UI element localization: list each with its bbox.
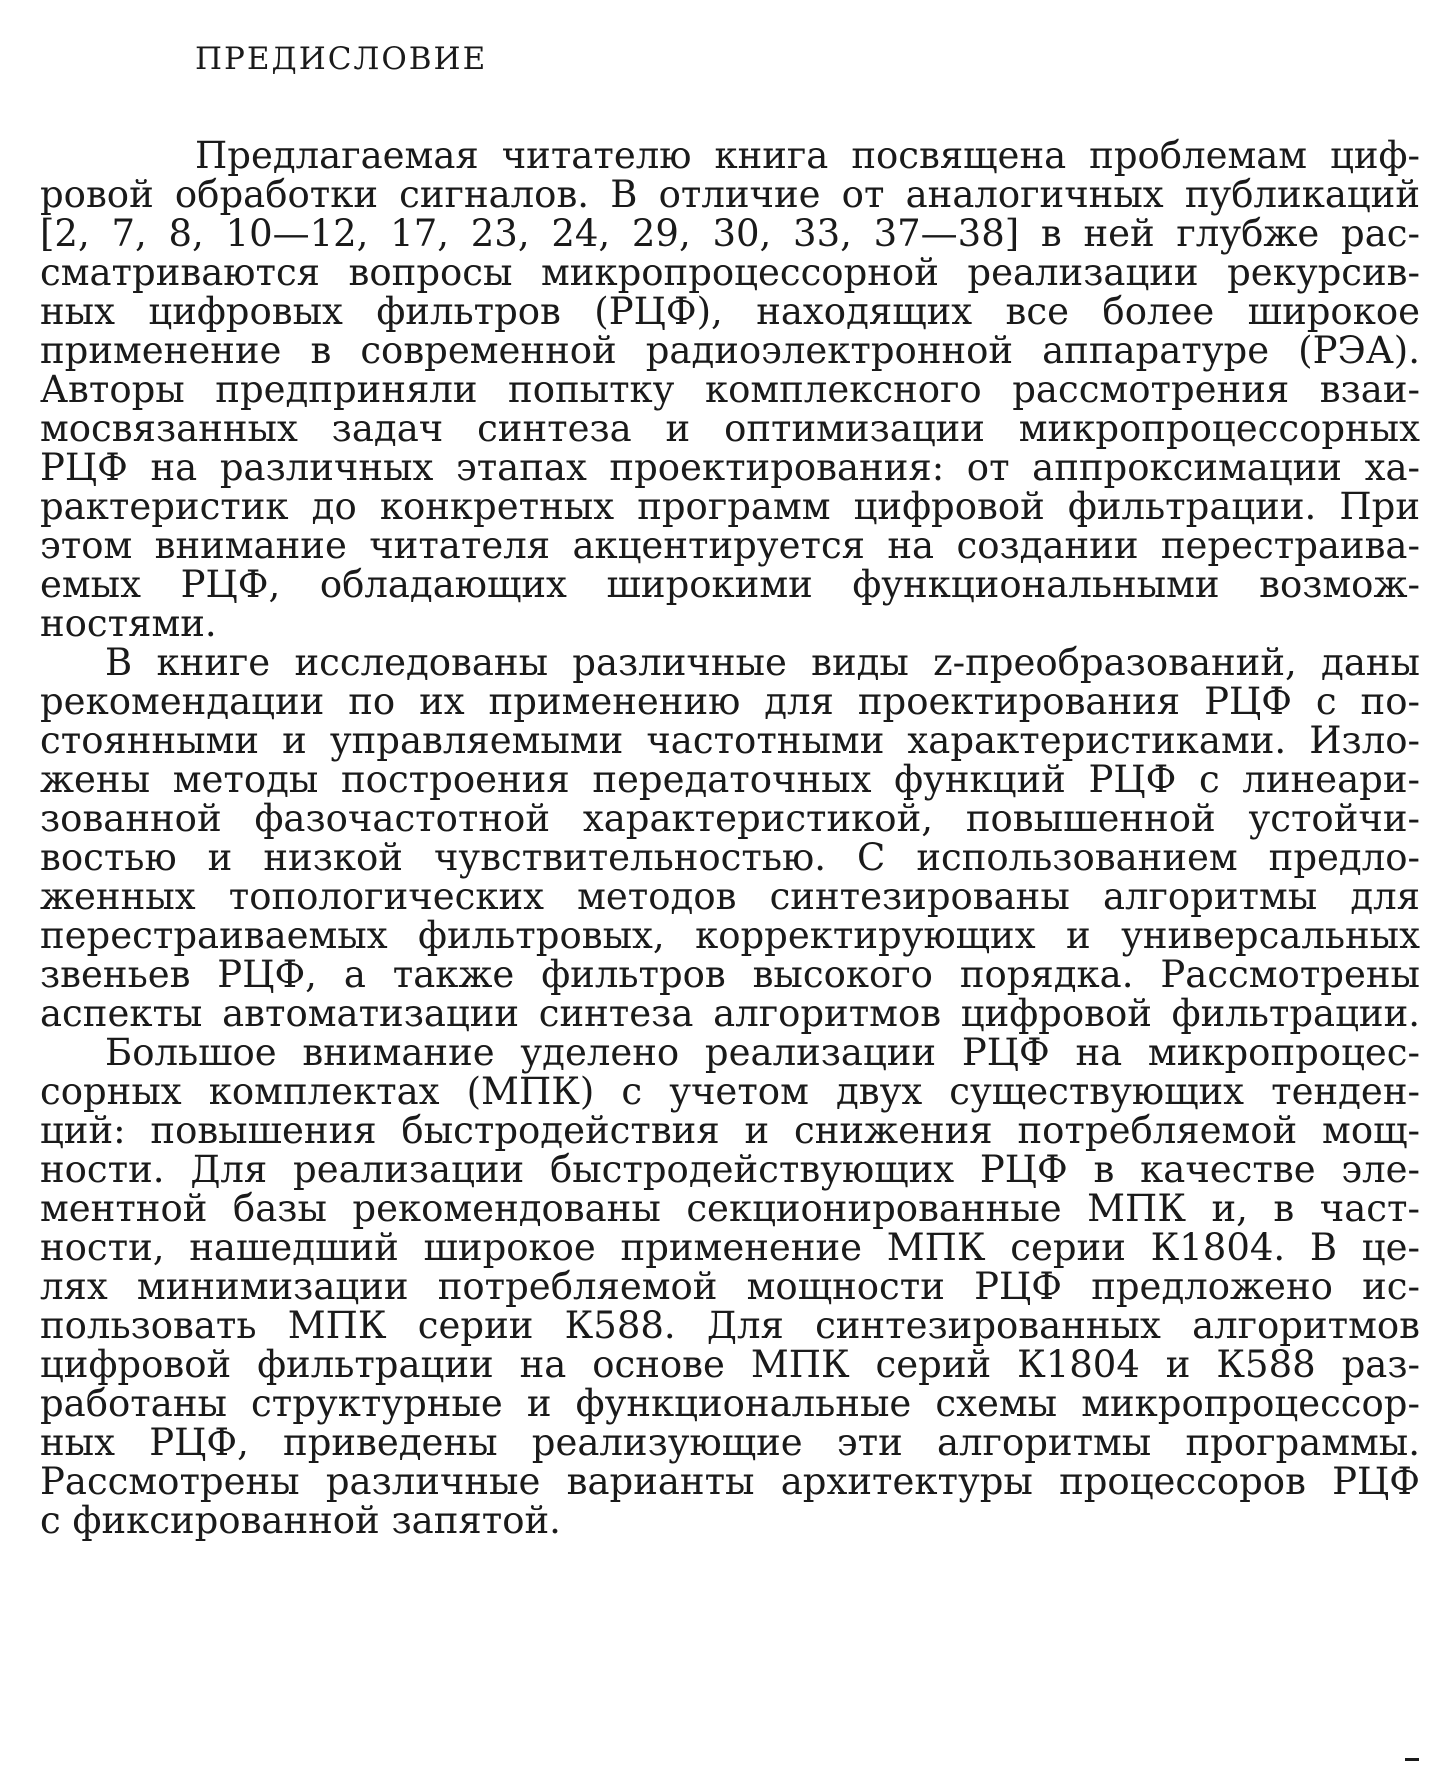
text-line: [2, 7, 8, 10—12, 17, 23, 24, 29, 30, 33, 37—38] в ней глубже рас- [40,212,1420,255]
text-line: сорных комплектах (МПК) с учетом двух существующих тенден- [40,1070,1420,1113]
text-line: Предлагаемая читателю книга посвящена проблемам циф- [195,134,1420,177]
text-line: ций: повышения быстродействия и снижения потребляемой мощ- [40,1109,1420,1152]
text-line: рактеристик до конкретных программ цифровой фильтрации. При [40,485,1420,528]
text-line: перестраиваемых фильтровых, корректирующих и универсальных [40,914,1420,957]
text-line: сматриваются вопросы микропроцессорной реализации рекурсив- [40,251,1420,294]
text-line: звеньев РЦФ, а также фильтров высокого порядка. Рассмотрены [40,953,1420,996]
text-line: Авторы предприняли попытку комплексного рассмотрения взаи- [40,368,1420,411]
text-line: В книге исследованы различные виды z-преобразований, даны [105,641,1420,684]
page-end-mark [1405,1758,1419,1761]
text-line: пользовать МПК серии К588. Для синтезированных алгоритмов [40,1304,1420,1347]
text-line: стоянными и управляемыми частотными характеристиками. Изло- [40,719,1420,762]
text-line: цифровой фильтрации на основе МПК серий К1804 и К588 раз- [40,1343,1420,1386]
text-line: женных топологических методов синтезированы алгоритмы для [40,875,1420,918]
text-line: аспекты автоматизации синтеза алгоритмов цифровой фильтрации. [40,992,1420,1035]
text-line: востью и низкой чувствительностью. С использованием предло- [40,836,1420,879]
text-line: лях минимизации потребляемой мощности РЦФ предложено ис- [40,1265,1420,1308]
text-line: ности. Для реализации быстродействующих РЦФ в качестве эле- [40,1148,1420,1191]
text-line: Большое внимание уделено реализации РЦФ на микропроцес- [105,1031,1420,1074]
text-line: ных цифровых фильтров (РЦФ), находящих все более широкое [40,290,1420,333]
text-line: жены методы построения передаточных функций РЦФ с линеари- [40,758,1420,801]
text-line: зованной фазочастотной характеристикой, повышенной устойчи- [40,797,1420,840]
text-line: этом внимание читателя акцентируется на создании перестраива- [40,524,1420,567]
text-line: ных РЦФ, приведены реализующие эти алгоритмы программы. [40,1421,1420,1464]
page-heading: ПРЕДИСЛОВИЕ [195,41,488,77]
text-line: работаны структурные и функциональные схемы микропроцессор- [40,1382,1420,1425]
text-line: ностями. [40,602,217,645]
text-line: мосвязанных задач синтеза и оптимизации микропроцессорных [40,407,1420,450]
text-line: ровой обработки сигналов. В отличие от аналогичных публикаций [40,173,1420,216]
text-line: с фиксированной запятой. [40,1499,561,1542]
text-line: емых РЦФ, обладающих широкими функциональными возмож- [40,563,1420,606]
text-line: рекомендации по их применению для проектирования РЦФ с по- [40,680,1420,723]
text-line: РЦФ на различных этапах проектирования: от аппроксимации ха- [40,446,1420,489]
text-line: применение в современной радиоэлектронной аппаратуре (РЭА). [40,329,1420,372]
text-line: ности, нашедший широкое применение МПК серии К1804. В це- [40,1226,1420,1269]
text-line: Рассмотрены различные варианты архитектуры процессоров РЦФ [40,1460,1420,1503]
text-line: ментной базы рекомендованы секционированные МПК и, в част- [40,1187,1420,1230]
